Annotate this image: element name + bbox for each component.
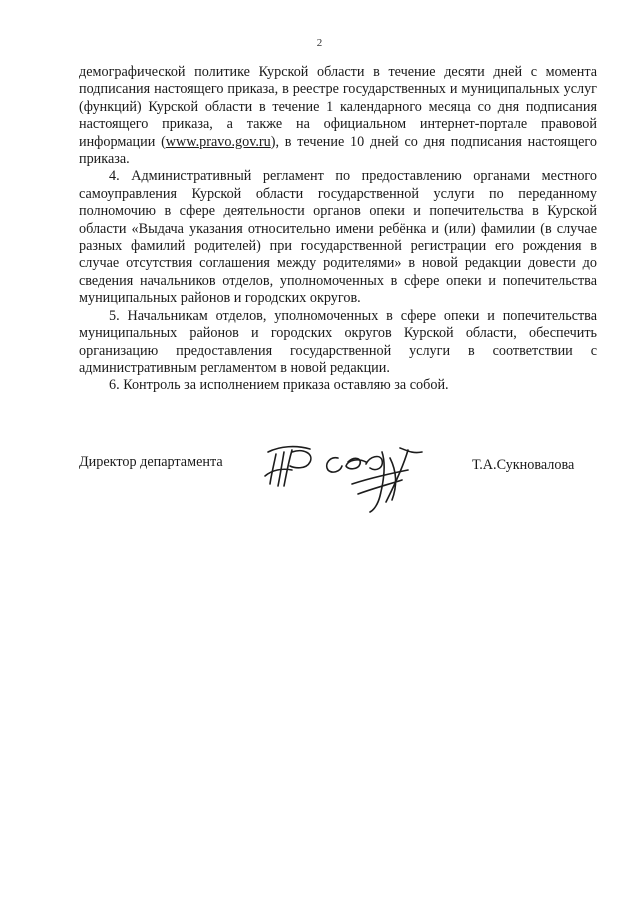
signature-block bbox=[0, 440, 639, 520]
paragraph-continuation-text-b: ), в течение 10 дней со дня подписания настоящего приказа. bbox=[79, 133, 597, 168]
paragraph-5: 5. Начальникам отделов, уполномоченных в сфере опеки и попечительства муниципальных районов и городских округов Курской области, обеспечить организацию предоставления государственной услуги в соответствии с административным регламентом в новой редакции. bbox=[79, 307, 597, 376]
pravo-gov-link[interactable]: www.pravo.gov.ru bbox=[165, 133, 271, 150]
handwritten-signature-icon bbox=[262, 440, 432, 515]
paragraph-4: 4. Административный регламент по предоставлению органами местного самоуправления Курской области государственной услуги по переданному полномочию в сфере деятельности органов опеки и попечительства в Курской области «Выдача указания относительно имени ребёнка и (или) фамилии (в случае разных фамилий родителей) при государственной регистрации его рождения в случае отсутствия соглашения между родителями» в новой редакции довести до сведения начальников отделов, уполномоченных в сфере опеки и попечительства муниципальных районов и городских округов. bbox=[79, 168, 597, 307]
paragraph-6: 6. Контроль за исполнением приказа оставляю за собой. bbox=[109, 377, 449, 394]
paragraph-continuation-text-a: демографической политике Курской области в течение десяти дней с момента подписания настоящего приказа, в реестре государственных и муниципальных услуг (функций) Курской области в течение 1 календарного месяца со дня подписания настоящего приказа, а также на официальном интернет-портале правовой информации ( bbox=[79, 64, 597, 150]
document-body bbox=[79, 64, 597, 395]
paragraph-continuation bbox=[79, 64, 597, 168]
page-number: 2 bbox=[316, 37, 323, 49]
signatory-name: Т.А.Сукновалова bbox=[472, 457, 575, 473]
signatory-position: Директор департамента bbox=[79, 454, 223, 470]
